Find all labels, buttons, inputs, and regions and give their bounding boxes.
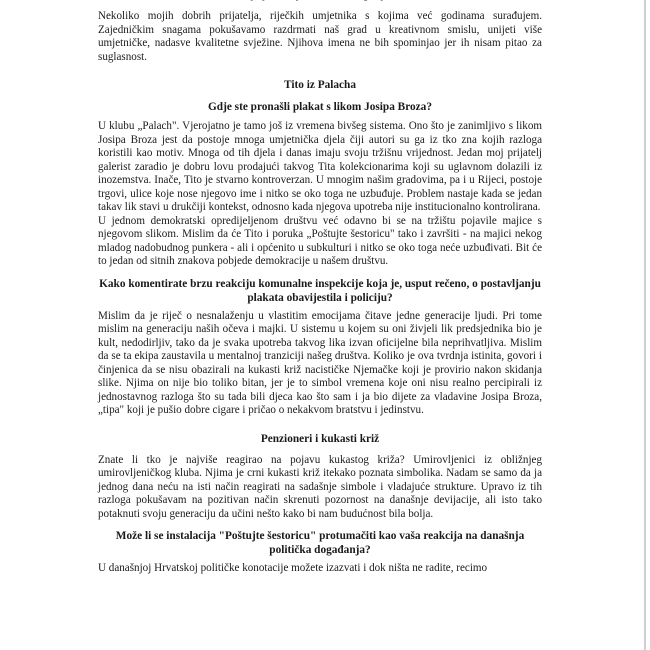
answer-paragraph: U jednom demokratski opredijeljenom društvu već odavno bi se na tržištu pojavile majice s njegovom slikom. Mislim da će Tito i poruka „Poštujte šestoricu" tako i završiti - na majici nekog mladog nadobudnog punkera - ali i općenito u subkulturi i nitko se oko toga neće uzbuđivati. Bit će to jedan od sitnih znakova pobjede demokracije u našem društvu. <box>98 214 542 267</box>
answer-paragraph: U klubu „Palach". Vjerojatno je tamo još iz vremena bivšeg sistema. Ono što je zanimljivo s likom Josipa Broza jest da postoje mnoga umjetnička djela čiji autori su ga iz tko zna kojih razloga koristili kao motiv. Mnoga od tih djela i danas imaju svoju tržišnu vrijednost. Jedan moj prijatelj galerist zaradio je dobru lovu prodajući takvog Tita kolekcionarima koji su uglavnom dolazili iz inozemstva. Inače, Tito je stvarno kontroverzan. U mnogim našim gradovima, pa i u Rijeci, postoje trgovi, ulice koje nose njegovo ime i nitko se oko toga ne uzbuđuje. Problem nastaje kada se jedan takav lik stavi u drukčiji kontekst, odnosno kada njegova upotreba nije institucionalno kontrolirana. <box>98 120 542 213</box>
answer-paragraph: U današnjoj Hrvatskoj političke konotacije možete izazvati i dok ništa ne radite, recimo <box>98 562 488 574</box>
section-title: Penzioneri i kukasti križ <box>260 432 380 445</box>
text-column <box>98 0 542 576</box>
question-heading: Može li se instalacija "Poštujte šestoricu" protumačiti kao vaša reakcija na današnja politička događanja? <box>115 530 525 556</box>
answer-paragraph: Mislim da je riječ o nesnalaženju u vlastitim emocijama čitave jedne generacije ljudi. Pri tome mislim na generaciju naših očeva i majki. U sistemu u kojem su oni živjeli lik predsjednika bio je kult, nedodirljiv, tako da je svaka upotreba takvog lika izvan oficijelne bila neprihvatljiva. Mislim da se ta ekipa zaustavila u mentalnoj tranziciji našeg društva. Koliko je ova tvrdnja istinita, govori i činjenica da se nisu obazirali na kukasti križ nacističke Njemačke koji je provirio nakon skidanja slike. Njima on nije bio toliko bitan, jer je to simbol vremena koje oni nisu realno percipirali iz jednostavnog razloga što su tada bili djeca kao što sam i ja bio dijete za vladavine Josipa Broza, „tipa" koji je pušio dobre cigare i pričao o nekakvom bratstvu i jedinstvu. <box>98 309 542 416</box>
section-title: Tito iz Palacha <box>284 79 356 91</box>
question-heading: Kako komentirate brzu reakciju komunalne inspekcije koja je, usput rečeno, o postavljanju plakata obavijestila i policiju? <box>99 277 541 304</box>
question-heading <box>98 0 542 2</box>
page-edge-shadow <box>644 0 646 650</box>
question-heading: Gdje ste pronašli plakat s likom Josipa Broza? <box>208 101 432 113</box>
answer-paragraph: Znate li tko je najviše reagirao na pojavu kukastog križa? Umirovljenici iz obližnjeg umirovljeničkog kluba. Njima je crni kukasti križ itekako poznata simbolika. Nadam se samo da ja jednog dana neću na isti način reagirati na sadašnje simbole i vladajuće strukture. Upravo iz tih razloga pokušavam na pozitivan način skrenuti pozornost na današnje devijacije, ali isto tako potaknuti svoju generaciju da učini nešto kako bi nam budućnost bila bolja. <box>98 453 542 520</box>
answer-paragraph: Nekoliko mojih dobrih prijatelja, riječkih umjetnika s kojima već godinama surađujem. Zajedničkim snagama pokušavamo razdrmati naš grad u kreativnom smislu, unijeti više umjetničke, nadasve kvalitetne svježine. Njihova imena ne bih spominjao jer ih nisam pitao za suglasnost. <box>98 10 542 63</box>
